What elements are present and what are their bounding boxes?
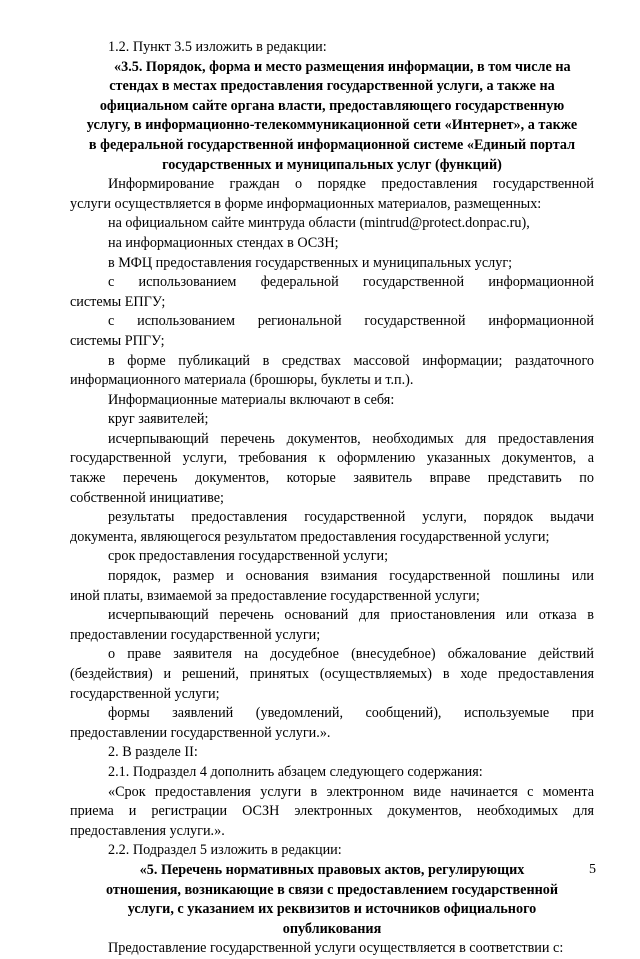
text-line: исчерпывающий перечень оснований для приостановления или отказа в (108, 607, 594, 624)
text-line: государственной услуги; (70, 685, 220, 702)
text-line: исчерпывающий перечень документов, необходимых для предоставления (108, 430, 594, 447)
text-line: срок предоставления государственной услуги; (108, 548, 389, 565)
text-line: услуги осуществляется в форме информационных материалов, размещенных: (70, 195, 542, 212)
text-line: на информационных стендах в ОСЗН; (108, 234, 339, 251)
text-line: системы ЕПГУ; (70, 293, 166, 310)
text-line: результаты предоставления государственной услуги, порядок выдачи (108, 509, 594, 526)
text-line: документа, являющегося результатом предоставления государственной услуги; (70, 528, 550, 545)
heading-line: стендах в местах предоставления государственной услуги, а также на (109, 78, 555, 95)
text-line: в форме публикаций в средствах массовой информации; раздаточного (108, 352, 594, 369)
heading-line: в федеральной государственной информационной системе «Единый портал (88, 136, 576, 153)
heading-line: «3.5. Порядок, форма и место размещения информации, в том числе на (114, 58, 571, 75)
document-body (70, 38, 594, 959)
text-line: в МФЦ предоставления государственных и муниципальных услуг; (108, 254, 513, 271)
heading-line: услугу, в информационно-телекоммуникационной сети «Интернет», а также (86, 117, 578, 134)
text-line: на официальном сайте минтруда области (mintrud@protect.donpac.ru), (108, 215, 530, 232)
heading-line: опубликования (282, 920, 382, 937)
text-line: 2.1. Подраздел 4 дополнить абзацем следующего содержания: (108, 763, 483, 780)
text-line: информационного материала (брошюры, буклеты и т.п.). (70, 372, 414, 389)
text-line: предоставления услуги.». (70, 822, 225, 839)
text-line: 2. В разделе II: (108, 744, 198, 761)
text-line: с использованием региональной государственной информационной (108, 313, 594, 330)
heading-line: государственных и муниципальных услуг (функций) (162, 156, 502, 173)
text-line: иной платы, взимаемой за предоставление государственной услуги; (70, 587, 480, 604)
text-line: системы РПГУ; (70, 332, 165, 349)
text-line: (бездействия) и решений, принятых (осуществляемых) в ходе предоставления (70, 666, 594, 682)
heading-line: официальном сайте органа власти, предоставляющего государственную (99, 97, 565, 114)
page-number: 5 (589, 862, 596, 877)
text-line: о праве заявителя на досудебное (внесудебное) обжалование действий (108, 646, 594, 663)
text-line: круг заявителей; (108, 411, 209, 428)
text-line: с использованием федеральной государственной информационной (108, 274, 594, 291)
heading-line: отношения, возникающие в связи с предоставлением государственной (105, 881, 559, 898)
text-line: собственной инициативе; (70, 489, 224, 506)
text-line: предоставлении государственной услуги.». (70, 724, 331, 741)
heading-line: услуги, с указанием их реквизитов и источников официального (127, 901, 537, 918)
text-line: порядок, размер и основания взимания государственной пошлины или (108, 568, 594, 585)
text-line: формы заявлений (уведомлений, сообщений), используемые при (108, 705, 594, 722)
text-line: предоставлении государственной услуги; (70, 626, 321, 643)
text-line: 1.2. Пункт 3.5 изложить в редакции: (108, 39, 327, 55)
text-line: Информационные материалы включают в себя: (108, 391, 395, 408)
text-line: государственной услуги, требования к оформлению указанных документов, а (70, 450, 594, 467)
text-line: также перечень документов, которые заявитель вправе представить по (70, 470, 594, 487)
text-line: Предоставление государственной услуги осуществляется в соответствии с: (108, 940, 564, 957)
text-line: приема и регистрации ОСЗН электронных документов, необходимых для (70, 803, 594, 820)
text-line: «Срок предоставления услуги в электронном виде начинается с момента (108, 783, 594, 800)
text-line: 2.2. Подраздел 5 изложить в редакции: (108, 842, 342, 859)
heading-line: «5. Перечень нормативных правовых актов, регулирующих (139, 861, 525, 878)
text-line: Информирование граждан о порядке предоставления государственной (108, 176, 594, 193)
